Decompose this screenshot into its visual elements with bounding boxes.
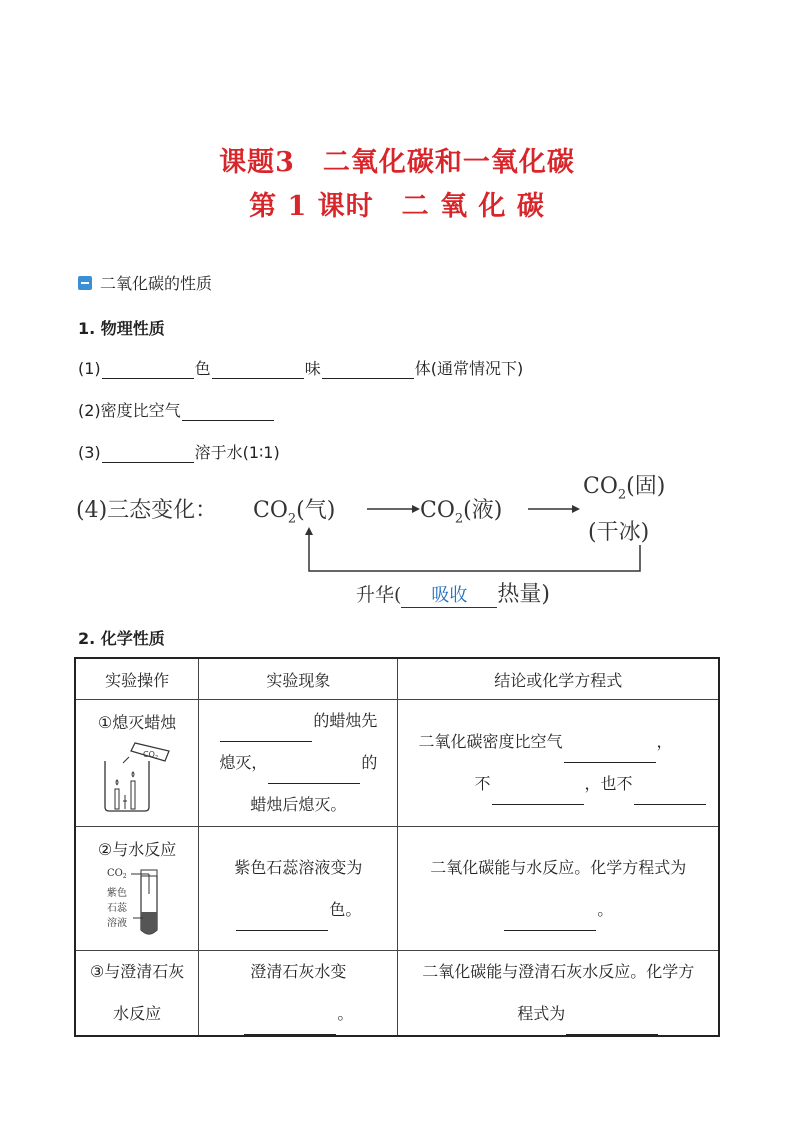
answer-blank[interactable] (102, 360, 194, 379)
answer-blank[interactable] (220, 723, 312, 742)
co2-label: $CO_2$ (107, 868, 127, 880)
section-label: 二氧化碳的性质 (100, 274, 213, 293)
state-change-diagram (0, 465, 794, 615)
fig-label-litmus: 石蕊 (107, 903, 128, 914)
q3-prefix: (3) (78, 443, 101, 462)
answer-blank[interactable] (504, 912, 596, 931)
table-row (75, 700, 719, 827)
table-header-row (75, 658, 719, 700)
q1-prefix: (1) (78, 359, 101, 378)
q3-suffix: 溶于水(1∶1) (194, 443, 280, 462)
answer-blank[interactable] (212, 360, 304, 379)
question-2 (78, 398, 275, 421)
row2-conclusion: 二氧化碳能与水反应。化学方程式为 。 (398, 827, 719, 951)
physical-heading: 1. 物理性质 (78, 319, 165, 338)
answer-blank[interactable] (182, 402, 274, 421)
row3-conclusion: 二氧化碳能与澄清石灰水反应。化学方 程式为 (398, 951, 719, 1037)
section-marker-icon (78, 276, 92, 290)
lesson-subtitle: 第 1 课时 二 氧 化 碳 (249, 191, 545, 222)
q1-state: 体(通常情况下) (414, 359, 524, 378)
answer-blank[interactable] (492, 786, 584, 805)
candle-beaker-figure (97, 737, 177, 813)
dry-ice: (干冰) (588, 520, 650, 545)
op-label: ②与水反应 (97, 840, 177, 859)
answer-blank[interactable] (236, 912, 328, 931)
row1-operation (75, 700, 199, 827)
fig-label-solution: 溶液 (107, 918, 128, 929)
section-header (78, 271, 212, 294)
fig-label-purple: 紫色 (107, 888, 128, 899)
sublimation-path (309, 533, 640, 571)
arrowhead (412, 505, 420, 513)
answer-blank[interactable] (322, 360, 414, 379)
arrowhead (305, 527, 313, 535)
header-conclusion: 结论或化学方程式 (398, 658, 719, 700)
sublimation-label: 升华( 吸收 热量) (356, 582, 551, 607)
answer-blank[interactable] (634, 786, 706, 805)
row1-phenomenon: 的蜡烛先 熄灭， 的 蜡烛后熄灭。 (199, 700, 398, 827)
question-3 (78, 440, 280, 463)
answer-blank[interactable] (244, 1016, 336, 1035)
row3-phenomenon: 澄清石灰水变 。 (199, 951, 398, 1037)
q1-smell: 味 (304, 359, 321, 378)
header-operation: 实验操作 (75, 658, 199, 700)
row2-operation (75, 827, 199, 951)
co2-gas: $CO_2$(气) (253, 498, 336, 527)
q1-color: 色 (194, 359, 211, 378)
question-1 (78, 356, 523, 379)
q2-text: (2)密度比空气 (78, 401, 181, 420)
answer-blank[interactable] (564, 744, 656, 763)
lesson-title: 课题3 二氧化碳和一氧化碳 (219, 147, 575, 178)
test-tube-figure (101, 864, 173, 940)
sublimation-answer: 吸收 (401, 581, 497, 608)
op-label: ①熄灭蜡烛 (97, 713, 177, 732)
chemical-properties-table (74, 657, 720, 1037)
co2-label: $CO_2$ (143, 750, 159, 761)
state-change-label: (4)三态变化： (76, 498, 218, 523)
answer-blank[interactable] (566, 1016, 658, 1035)
row3-operation: ③与澄清石灰 水反应 (75, 951, 199, 1037)
row2-phenomenon: 紫色石蕊溶液变为 色。 (199, 827, 398, 951)
table-row (75, 827, 719, 951)
row1-conclusion: 二氧化碳密度比空气 ， 不 ，也不 (398, 700, 719, 827)
co2-liquid: $CO_2$(液) (420, 498, 503, 527)
answer-blank[interactable] (268, 765, 360, 784)
answer-blank[interactable] (102, 444, 194, 463)
arrowhead (572, 505, 580, 513)
co2-solid: $CO_2$(固) (583, 474, 666, 503)
header-phenomenon: 实验现象 (199, 658, 398, 700)
chemical-heading: 2. 化学性质 (78, 629, 165, 648)
table-row (75, 951, 719, 1037)
